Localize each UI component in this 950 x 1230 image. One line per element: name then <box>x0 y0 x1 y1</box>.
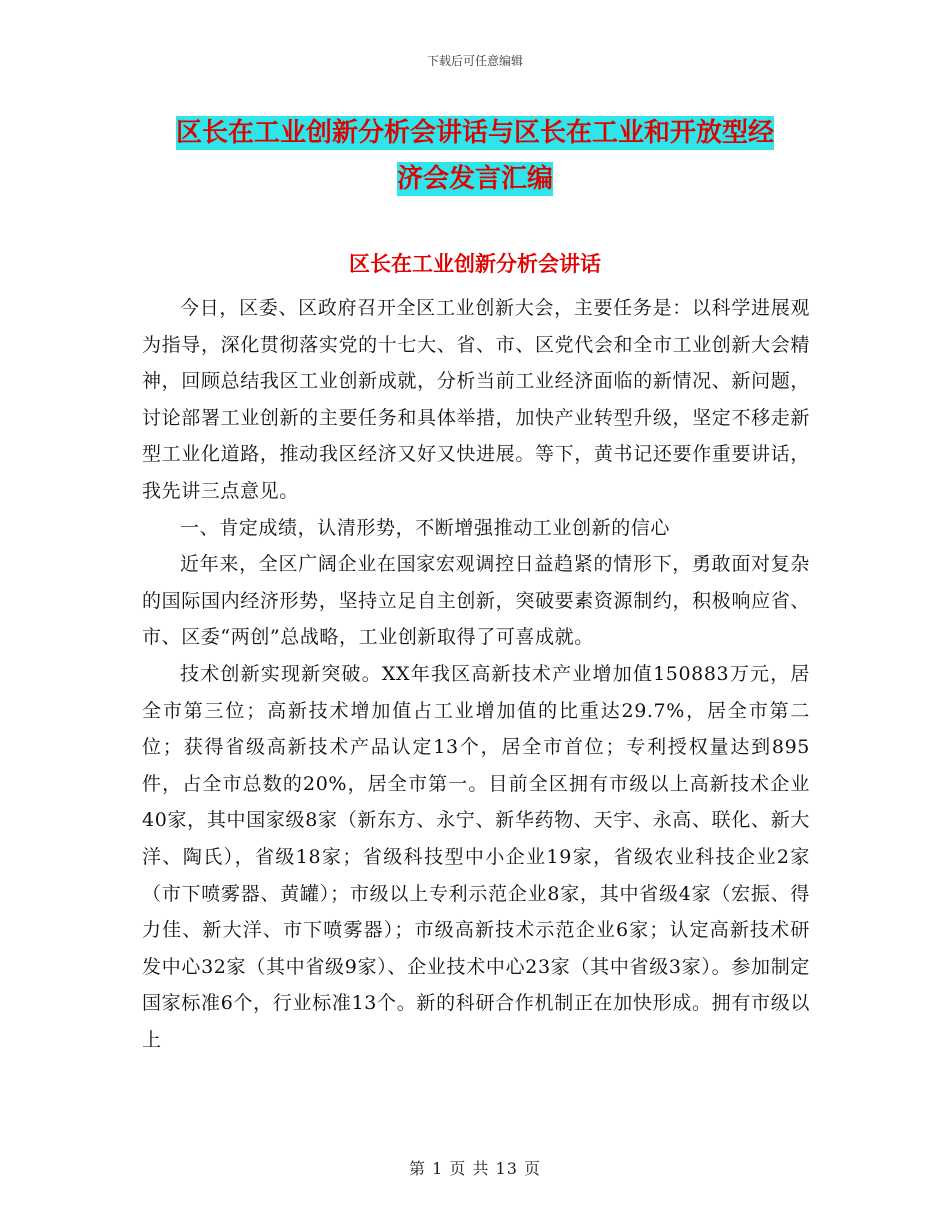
section-title: 区长在工业创新分析会讲话 <box>349 252 601 276</box>
paragraph-heading: 一、肯定成绩，认清形势，不断增强推动工业创新的信心 <box>180 516 671 539</box>
page-footer: 第 1 页 共 13 页 <box>409 1159 541 1178</box>
paragraph: 今日，区委、区政府召开全区工业创新大会，主要任务是：以科学进展观为指导，深化贯彻落实党的十七大、省、市、区党代会和全市工业创新大会精神，回顾总结我区工业创新成就，分析当前工业经济面临的新情况、新问题，讨论部署工业创新的主要任务和具体举措，加快产业转型升级，坚定不移走新型工业化道路，推动我区经济又好又快进展。等下，黄书记还要作重要讲话，我先讲三点意见。 <box>142 297 810 502</box>
body-text <box>142 290 810 1058</box>
header-note: 下载后可任意编辑 <box>426 54 523 68</box>
document-title-line-1: 区长在工业创新分析会讲话与区长在工业和开放型经 <box>175 118 774 148</box>
document-title <box>140 110 810 202</box>
paragraph: 近年来，全区广阔企业在国家宏观调控日益趋紧的情形下，勇敢面对复杂的国际国内经济形势，坚持立足自主创新，突破要素资源制约，积极响应省、市、区委“两创”总战略，工业创新取得了可喜成就。 <box>142 553 810 649</box>
document-title-line-2: 济会发言汇编 <box>396 164 553 194</box>
paragraph: 技术创新实现新突破。XX年我区高新技术产业增加值150883万元，居全市第三位；高新技术增加值占工业增加值的比重达29.7%，居全市第二位；获得省级高新技术产品认定13个，居全市首位；专利授权量达到895件，占全市总数的20%，居全市第一。目前全区拥有市级以上高新技术企业40家，其中国家级8家（新东方、永宁、新华药物、天宇、永高、联化、新大洋、陶氏），省级18家；省级科技型中小企业19家，省级农业科技企业2家（市下喷雾器、黄罐）；市级以上专利示范企业8家，其中省级4家（宏振、得力佳、新大洋、市下喷雾器）；市级高新技术示范企业6家；认定高新技术研发中心32家（其中省级9家）、企业技术中心23家（其中省级3家）。参加制定国家标准6个，行业标准13个。新的科研合作机制正在加快形成。拥有市级以上 <box>142 662 810 1051</box>
